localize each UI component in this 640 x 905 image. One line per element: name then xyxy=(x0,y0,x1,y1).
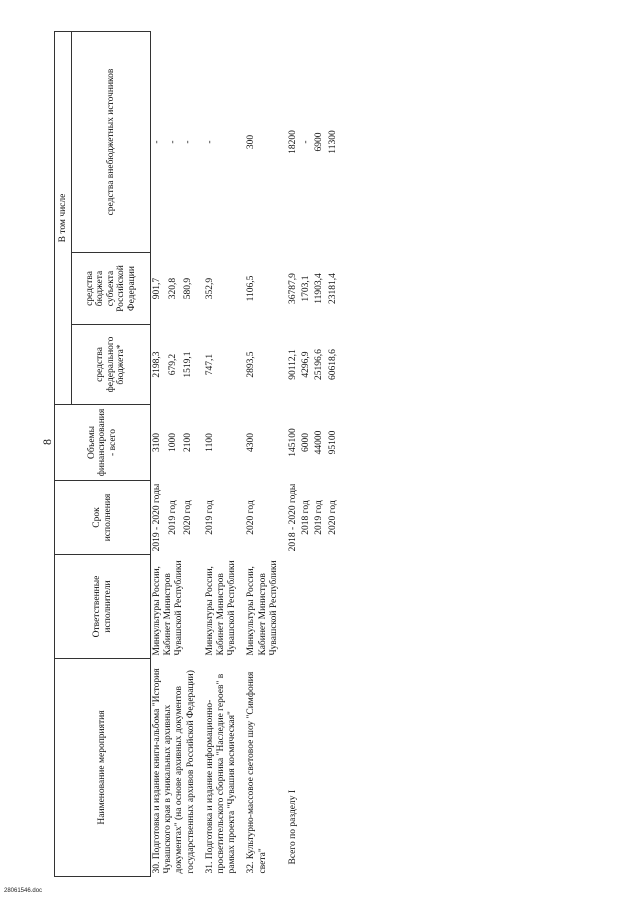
extra-cell: 300 xyxy=(246,134,257,150)
volume-cell: 95100 xyxy=(327,430,338,455)
table-row xyxy=(151,32,167,877)
executors-cell: Минкультуры России, Кабинет Министров Чувашской Республики xyxy=(204,560,238,656)
regional-cell: 580,9 xyxy=(183,277,194,300)
volume-cell: 145100 xyxy=(288,428,299,457)
term-cell: 2018 - 2020 годы xyxy=(288,483,299,552)
regional-cell: 1703,1 xyxy=(301,275,312,302)
federal-cell: 2198,3 xyxy=(152,351,162,378)
extra-cell: - xyxy=(183,140,194,144)
term-cell: 2019 год xyxy=(167,500,178,535)
extra-cell: - xyxy=(167,140,178,144)
volume-cell: 2100 xyxy=(183,433,194,452)
federal-cell: 90112,1 xyxy=(288,349,299,380)
table-row xyxy=(245,32,281,877)
extra-cell: 6900 xyxy=(314,132,325,152)
term-cell: 2020 год xyxy=(183,500,194,535)
executors-cell: Минкультуры России, Кабинет Министров Чувашской Республики xyxy=(152,560,185,656)
extra-cell: 18200 xyxy=(288,130,299,154)
term-cell: 2019 год xyxy=(204,500,215,535)
extra-cell: - xyxy=(152,140,162,144)
event-name-cell: 31. Подготовка и издание информационно-просветительского сборника "Наследие героев" в рамках проекта "Чувашия космическая" xyxy=(204,673,238,874)
regional-cell: 11903,4 xyxy=(314,273,325,304)
federal-cell: 60618,6 xyxy=(327,349,338,380)
term-cell: 2019 - 2020 годы xyxy=(152,483,162,552)
total-row xyxy=(287,32,300,877)
volume-cell: 6000 xyxy=(301,433,312,452)
header-extra: средства внебюджетных источников xyxy=(72,32,151,253)
term-cell: 2020 год xyxy=(246,500,257,535)
event-name-cell: 30. Подготовка и издание книги-альбома "История Чувашского края в уникальных архивных документах" (на основе архивных документов государственных архивов Российской Федерации) xyxy=(152,668,196,874)
federal-cell: 4296,9 xyxy=(301,351,312,378)
federal-cell: 2893,5 xyxy=(246,351,257,378)
volume-cell: 44000 xyxy=(314,430,325,455)
federal-cell: 25196,6 xyxy=(314,349,325,380)
volume-cell: 4300 xyxy=(246,433,257,452)
table-body xyxy=(151,32,340,877)
header-executors: Ответственные исполнители xyxy=(55,555,151,659)
regional-cell: 36787,9 xyxy=(288,273,299,304)
header-name: Наименование мероприятия xyxy=(55,659,151,877)
rotated-landscape-content xyxy=(40,32,600,877)
regional-cell: 901,7 xyxy=(152,277,162,300)
total-label-cell: Всего по разделу I xyxy=(288,789,299,865)
footer-doc-id: 28061546.doc xyxy=(4,888,43,894)
event-name-cell: 32. Культурно-массовое световое шоу "Симфония света" xyxy=(246,671,268,874)
volume-cell: 3100 xyxy=(152,433,162,452)
extra-cell: 11300 xyxy=(327,130,338,154)
term-cell: 2019 год xyxy=(314,500,325,535)
extra-cell: - xyxy=(204,140,215,144)
page-number: 8 xyxy=(40,439,54,445)
term-cell: 2018 год xyxy=(301,500,312,535)
federal-cell: 679,2 xyxy=(167,353,178,376)
regional-cell: 320,8 xyxy=(167,277,178,300)
volume-cell: 1000 xyxy=(167,433,178,452)
header-volume: Объемы финансирования - всего xyxy=(55,405,151,481)
header-regional: средства бюджета субъекта Российской Федерации xyxy=(72,253,151,325)
regional-cell: 23181,4 xyxy=(327,273,338,304)
financing-table xyxy=(54,31,340,877)
table-row xyxy=(204,32,240,877)
term-cell: 2020 год xyxy=(327,500,338,535)
header-federal: средства федерального бюджета* xyxy=(72,325,151,405)
header-including: В том числе xyxy=(55,32,72,405)
federal-cell: 1519,1 xyxy=(183,351,194,378)
regional-cell: 1106,5 xyxy=(246,275,257,302)
volume-cell: 1100 xyxy=(204,433,215,452)
header-term: Срок исполнения xyxy=(55,481,151,555)
extra-cell: - xyxy=(301,140,312,144)
regional-cell: 352,9 xyxy=(204,277,215,300)
executors-cell: Минкультуры России, Кабинет Министров Чувашской Республики xyxy=(246,560,279,656)
federal-cell: 747,1 xyxy=(204,353,215,376)
